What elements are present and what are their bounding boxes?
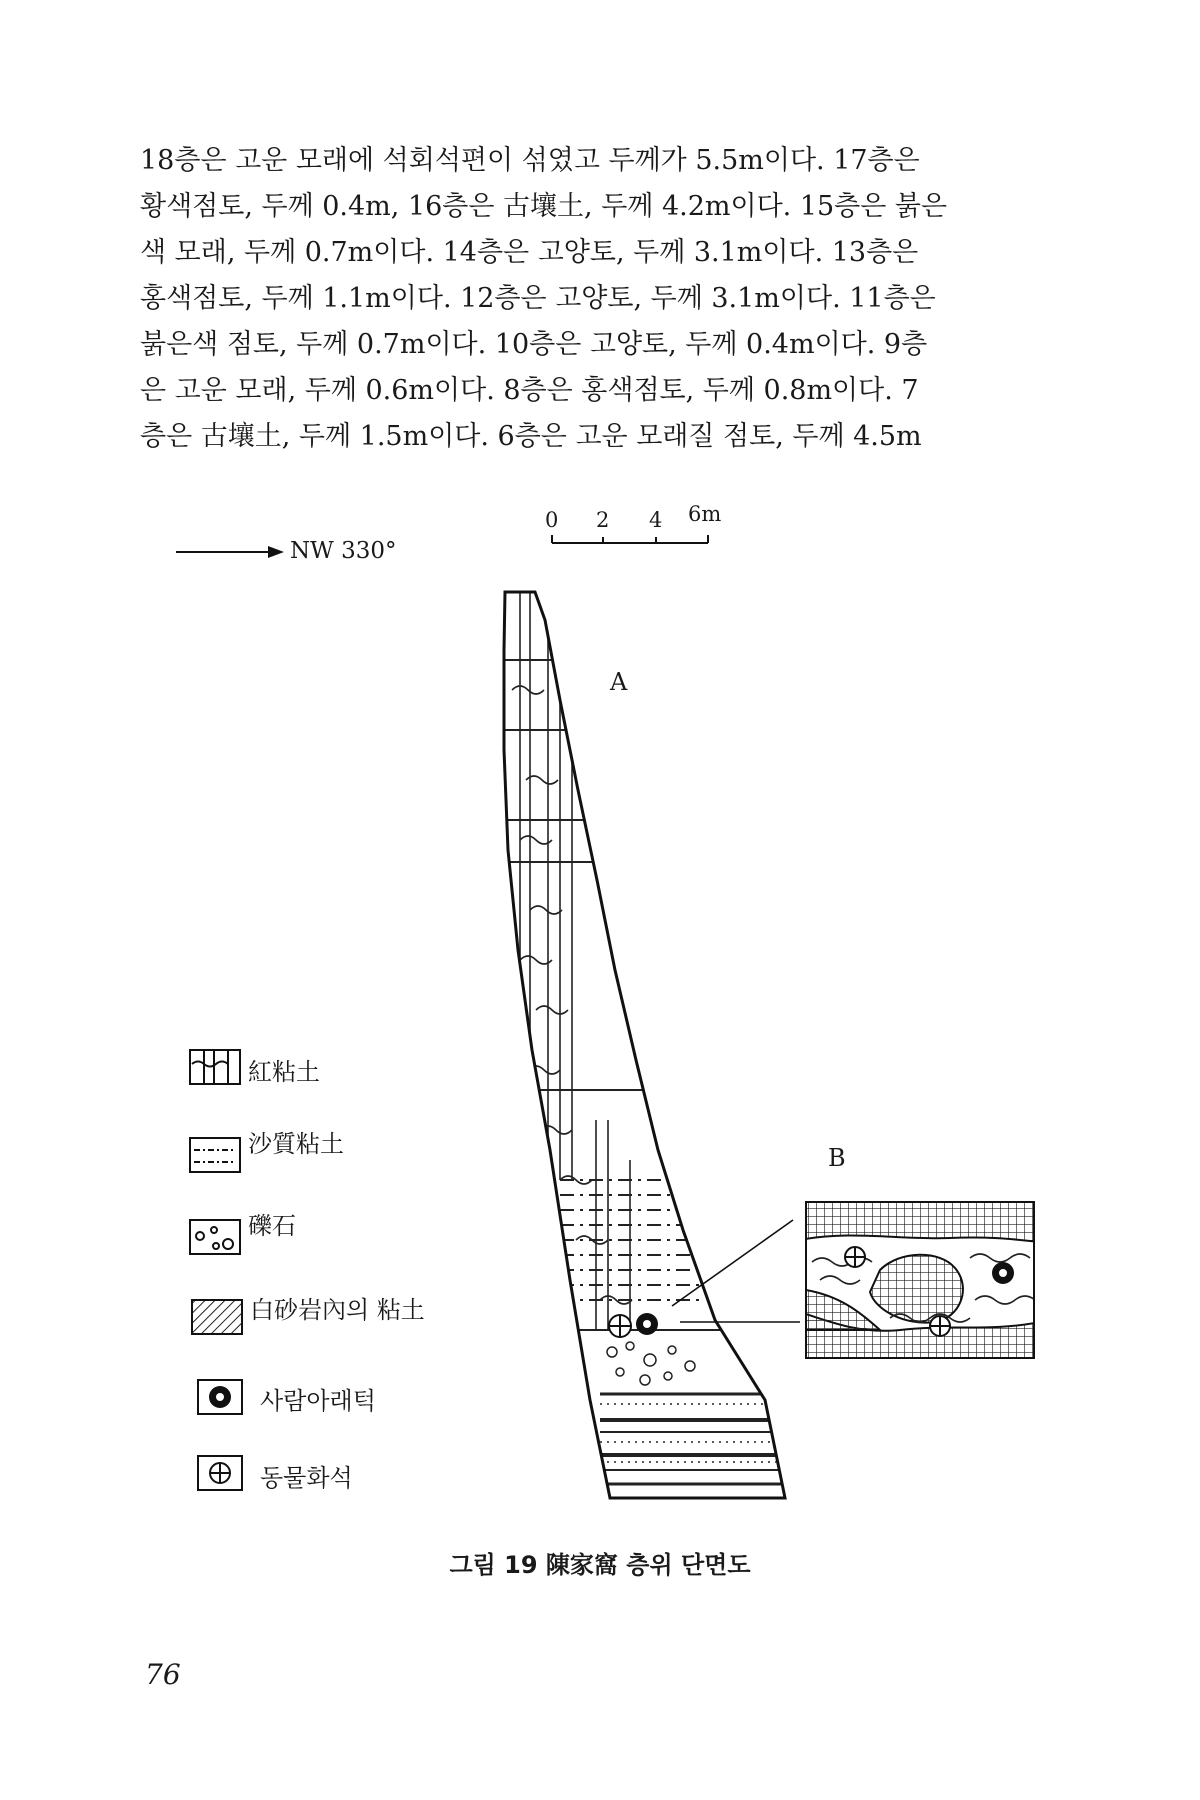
scale-tick-label: 2 [596, 508, 610, 532]
text-line: 붉은색 점토, 두께 0.7m이다. 10층은 고양토, 두께 0.4m이다. 9층 [140, 329, 928, 360]
text-line: 황색점토, 두께 0.4m, 16층은 古壤土, 두께 4.2m이다. 15층은 붉은 [140, 191, 948, 222]
text-line: 은 고운 모래, 두께 0.6m이다. 8층은 홍색점토, 두께 0.8m이다. 7 [140, 375, 919, 406]
direction-arrow [176, 546, 284, 558]
scale-tick-label: 6m [688, 502, 722, 526]
text-line: 18층은 고운 모래에 석회석편이 섞였고 두께가 5.5m이다. 17층은 [140, 145, 920, 176]
scale-tick-label: 0 [545, 508, 559, 532]
label-b: B [828, 1144, 846, 1172]
direction-label: NW 330° [290, 538, 397, 564]
text-line: 층은 古壤土, 두께 1.5m이다. 6층은 고운 모래질 점토, 두께 4.5m [140, 421, 922, 452]
legend-symbols [190, 1050, 242, 1490]
text-line: 홍색점토, 두께 1.1m이다. 12층은 고양토, 두께 3.1m이다. 11층은 [140, 283, 936, 314]
legend-label-animal-fossil: 동물화석 [260, 1464, 353, 1492]
legend-label-white-sandstone-clay: 白砂岩內의 粘土 [250, 1296, 425, 1324]
scale-tick-label: 4 [649, 508, 663, 532]
label-a: A [610, 668, 628, 696]
fossil-markers [609, 1313, 658, 1337]
legend-label-red-clay: 紅粘土 [248, 1058, 320, 1086]
text-line: 색 모래, 두께 0.7m이다. 14층은 고양토, 두께 3.1m이다. 13층은 [140, 237, 919, 268]
legend-label-sandy-clay: 沙質粘土 [248, 1130, 344, 1158]
legend-label-gravel: 礫石 [248, 1212, 296, 1240]
section-column-a [500, 590, 790, 1484]
scale-bar [552, 535, 708, 543]
page-number: 76 [145, 1658, 181, 1691]
legend-label-lower-jaw: 사람아래턱 [260, 1387, 376, 1415]
figure-caption: 그림 19 陳家窩 층위 단면도 [449, 1551, 751, 1579]
